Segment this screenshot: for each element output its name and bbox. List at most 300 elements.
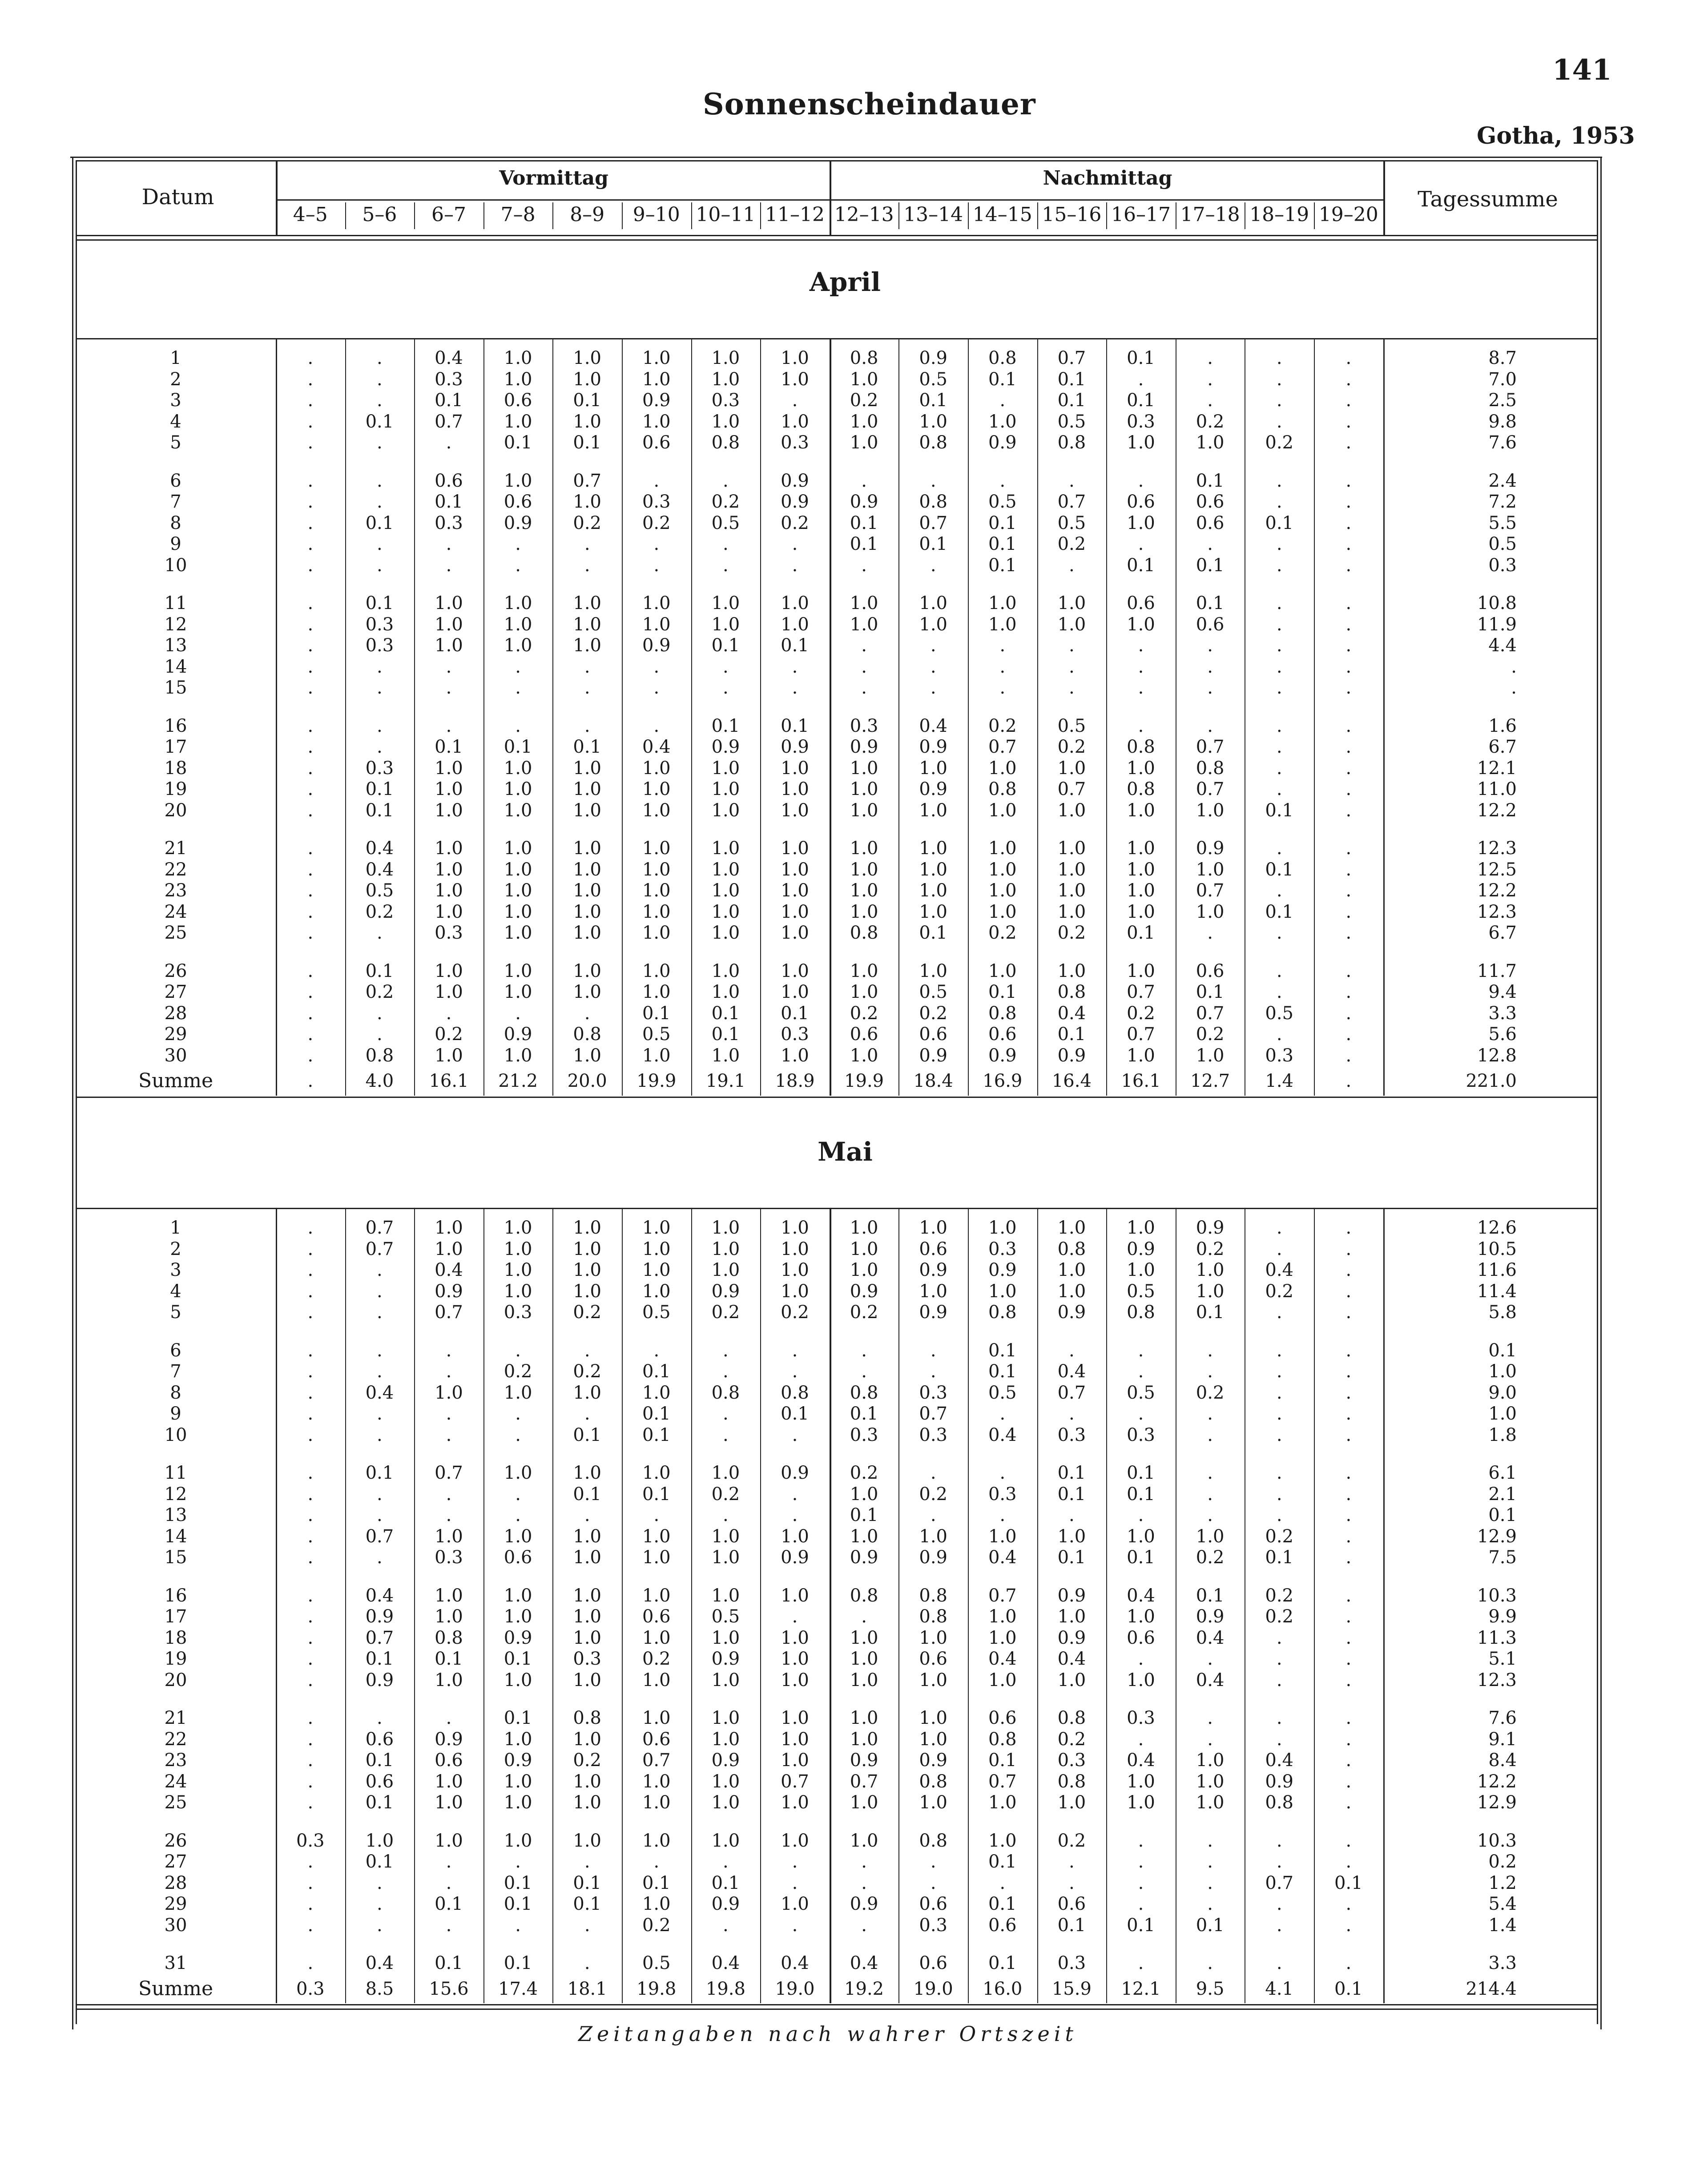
hour-value: .: [377, 348, 383, 368]
hour-value: 1.0: [988, 614, 1017, 635]
summe-value: 12.1: [1121, 1978, 1161, 1999]
hour-value: .: [792, 1872, 798, 1893]
hour-value: 1.0: [781, 348, 809, 368]
hour-value: 0.8: [988, 1302, 1017, 1323]
day-total: 8.4: [1488, 1750, 1517, 1771]
hour-value: 1.0: [850, 369, 878, 390]
hour-value: 0.4: [850, 1953, 878, 1973]
hour-value: 0.8: [850, 348, 878, 368]
hour-value: 1.0: [781, 593, 809, 613]
hour-value: 0.1: [1127, 555, 1155, 576]
day-total: 5.8: [1488, 1302, 1517, 1323]
hour-value: .: [653, 715, 660, 736]
summe-value: 0.3: [296, 1978, 325, 1999]
hour-value: .: [1207, 1340, 1213, 1361]
hour-value: .: [1345, 1424, 1352, 1445]
hour-value: 0.3: [1127, 1708, 1155, 1728]
hour-value: .: [861, 555, 867, 576]
day-total: 12.2: [1477, 1771, 1517, 1792]
hour-value: .: [307, 1547, 314, 1568]
hour-value: 0.1: [365, 512, 394, 533]
hour-value: .: [307, 880, 314, 901]
hour-value: 1.0: [781, 880, 809, 901]
hour-value: 0.1: [435, 1649, 463, 1669]
hour-value: 0.2: [504, 1361, 532, 1382]
hour-value: 0.1: [988, 1953, 1017, 1973]
hour-value: .: [1276, 656, 1282, 677]
day-total: 0.1: [1488, 1505, 1517, 1525]
hour-value: 1.0: [573, 800, 601, 821]
day-number: 7: [170, 1361, 181, 1382]
hour-value: 0.1: [435, 1894, 463, 1914]
summe-value: 20.0: [567, 1071, 607, 1091]
hour-value: .: [515, 656, 521, 677]
hour-value: .: [307, 737, 314, 757]
hour-value: 0.4: [365, 1953, 394, 1973]
hour-value: .: [377, 470, 383, 491]
hour-value: .: [1207, 1851, 1213, 1872]
hour-value: 1.0: [573, 1670, 601, 1690]
hour-value: 0.2: [1265, 1526, 1293, 1547]
hour-value: 1.0: [711, 1771, 740, 1792]
hour-value: 0.9: [1057, 1585, 1086, 1606]
hour-value: 0.1: [1196, 982, 1225, 1002]
hour-value: .: [1276, 411, 1282, 432]
day-total: 12.9: [1477, 1792, 1517, 1813]
hour-value: .: [999, 1505, 1006, 1525]
hour-value: 1.0: [711, 901, 740, 922]
hour-value: 0.8: [988, 348, 1017, 368]
hour-value: 0.2: [1196, 1238, 1225, 1259]
hour-value: 0.6: [642, 1729, 671, 1750]
hour-value: 0.1: [504, 1708, 532, 1728]
hour-value: 0.1: [504, 1649, 532, 1669]
hour-value: 1.0: [1127, 1670, 1155, 1690]
header-rule: [76, 235, 1597, 236]
hour-value: 0.7: [365, 1218, 394, 1238]
hour-value: 0.1: [1265, 512, 1293, 533]
hour-value: 0.2: [1196, 1547, 1225, 1568]
hour-value: 1.0: [988, 1606, 1017, 1627]
hour-value: .: [1276, 1484, 1282, 1505]
hour-value: 1.0: [1057, 1670, 1086, 1690]
hour-value: 0.8: [850, 923, 878, 943]
hour-value: 0.4: [1057, 1649, 1086, 1669]
hour-value: 0.2: [1196, 1024, 1225, 1045]
month-title: April: [809, 267, 881, 297]
hour-value: 0.1: [573, 1484, 601, 1505]
hour-value: 0.2: [1196, 1382, 1225, 1403]
hour-value: 1.0: [850, 982, 878, 1002]
hour-value: 1.0: [435, 1585, 463, 1606]
hour-value: 1.0: [919, 1792, 947, 1813]
hour-value: .: [307, 1382, 314, 1403]
hour-value: 1.0: [573, 1218, 601, 1238]
hour-value: .: [792, 1340, 798, 1361]
hour-value: 1.0: [504, 779, 532, 799]
hour-value: .: [307, 859, 314, 880]
hour-value: 0.7: [1127, 1024, 1155, 1045]
hour-value: .: [584, 555, 590, 576]
hour-label: 19–20: [1318, 203, 1378, 226]
hour-value: .: [1207, 1505, 1213, 1525]
hour-value: 0.7: [919, 512, 947, 533]
hour-value: 0.1: [365, 779, 394, 799]
hour-value: .: [307, 1340, 314, 1361]
hour-value: 0.9: [988, 1260, 1017, 1280]
hour-value: 1.0: [573, 1281, 601, 1302]
hour-value: 0.3: [435, 512, 463, 533]
frame-top-outer: [70, 157, 1602, 158]
hour-value: 0.3: [1127, 1424, 1155, 1445]
hour-value: .: [377, 432, 383, 453]
hour-value: 1.0: [504, 1585, 532, 1606]
hour-value: .: [307, 1361, 314, 1382]
hour-value: 0.7: [642, 1750, 671, 1771]
frame-right-outer: [1600, 157, 1602, 2029]
hour-value: .: [1276, 1238, 1282, 1259]
hour-value: .: [1276, 737, 1282, 757]
day-number: 18: [164, 758, 187, 778]
hour-value: 0.1: [1265, 1547, 1293, 1568]
hour-value: .: [446, 1003, 452, 1024]
hour-value: .: [1138, 470, 1144, 491]
summe-value: .: [307, 1071, 314, 1091]
vormittag-header: Vormittag: [499, 167, 608, 190]
hour-value: .: [1276, 678, 1282, 698]
hour-value: 0.9: [850, 737, 878, 757]
hour-value: 0.3: [296, 1830, 325, 1851]
hour-value: 1.0: [504, 1238, 532, 1259]
hour-value: .: [792, 1851, 798, 1872]
hour-value: 1.0: [504, 1771, 532, 1792]
hour-value: 1.0: [504, 758, 532, 778]
hour-label: 4–5: [293, 203, 328, 226]
hour-value: 1.0: [711, 1547, 740, 1568]
hour-value: 1.0: [573, 369, 601, 390]
hour-value: 0.5: [365, 880, 394, 901]
hour-value: .: [377, 737, 383, 757]
hour-value: 1.0: [850, 1792, 878, 1813]
hour-value: .: [1069, 678, 1075, 698]
hour-value: 0.6: [1196, 512, 1225, 533]
hour-value: 1.0: [781, 838, 809, 859]
hour-value: 0.1: [504, 1894, 532, 1914]
hour-value: .: [307, 656, 314, 677]
day-total: 9.1: [1488, 1729, 1517, 1750]
hour-value: .: [1345, 982, 1352, 1002]
hour-value: 1.0: [1127, 1045, 1155, 1066]
hour-value: 0.7: [1196, 880, 1225, 901]
hour-value: 1.0: [435, 614, 463, 635]
hour-value: 1.0: [850, 838, 878, 859]
hour-value: 1.0: [642, 411, 671, 432]
hour-value: .: [307, 1792, 314, 1813]
hour-value: 1.0: [1057, 1260, 1086, 1280]
mai-end-rule: [76, 2004, 1597, 2005]
hour-value: 0.8: [1057, 1238, 1086, 1259]
hour-tick: [691, 202, 692, 229]
hour-value: .: [1345, 737, 1352, 757]
hour-value: 1.0: [850, 1484, 878, 1505]
hour-value: 0.7: [1127, 982, 1155, 1002]
hour-value: 1.0: [711, 758, 740, 778]
hour-value: 1.0: [1057, 1606, 1086, 1627]
hour-value: 1.0: [642, 1281, 671, 1302]
hour-tick: [483, 202, 484, 229]
hour-value: 1.0: [1196, 1260, 1225, 1280]
hour-value: 0.1: [1127, 923, 1155, 943]
hour-value: 0.8: [711, 432, 740, 453]
hour-value: 0.5: [988, 1382, 1017, 1403]
day-number: 29: [164, 1024, 187, 1045]
hour-value: 0.8: [1127, 737, 1155, 757]
hour-value: .: [930, 1505, 936, 1525]
hour-value: .: [792, 390, 798, 411]
hour-value: 0.4: [919, 715, 947, 736]
hour-value: 0.5: [642, 1024, 671, 1045]
hour-value: 0.4: [1196, 1627, 1225, 1648]
hour-value: .: [792, 534, 798, 554]
hour-value: 0.4: [988, 1547, 1017, 1568]
day-number: 30: [164, 1915, 187, 1936]
hour-value: 1.0: [573, 859, 601, 880]
hour-value: 1.0: [781, 779, 809, 799]
hour-value: .: [1276, 1915, 1282, 1936]
hour-value: 1.0: [850, 1045, 878, 1066]
hour-value: 0.3: [919, 1382, 947, 1403]
hour-value: 1.0: [850, 1670, 878, 1690]
hour-value: 1.0: [573, 1547, 601, 1568]
hour-value: .: [1069, 1340, 1075, 1361]
hour-value: 0.8: [1057, 432, 1086, 453]
hour-value: 0.1: [1057, 390, 1086, 411]
hour-value: 0.6: [919, 1953, 947, 1973]
hour-value: .: [792, 1424, 798, 1445]
hour-value: .: [1207, 1361, 1213, 1382]
hour-value: 0.1: [435, 1953, 463, 1973]
hour-value: .: [723, 1340, 729, 1361]
hour-value: 0.1: [573, 1872, 601, 1893]
hour-value: 0.6: [1127, 492, 1155, 512]
hour-value: .: [861, 1361, 867, 1382]
hour-value: 0.1: [1057, 1484, 1086, 1505]
hour-value: .: [377, 492, 383, 512]
hour-value: .: [930, 1340, 936, 1361]
hour-value: 0.1: [365, 800, 394, 821]
hour-value: 0.6: [504, 492, 532, 512]
hour-value: 1.0: [504, 1218, 532, 1238]
hour-value: .: [1345, 901, 1352, 922]
hour-value: 1.0: [781, 901, 809, 922]
hour-value: .: [1138, 1851, 1144, 1872]
hour-value: 0.1: [781, 635, 809, 656]
hour-value: 1.0: [435, 1670, 463, 1690]
hour-value: .: [446, 1361, 452, 1382]
hour-value: .: [930, 1463, 936, 1483]
hour-value: 0.1: [1057, 369, 1086, 390]
hour-value: .: [1276, 1894, 1282, 1914]
hour-value: 1.0: [1057, 800, 1086, 821]
hour-value: 0.9: [919, 1302, 947, 1323]
hour-value: 1.0: [435, 593, 463, 613]
day-total: .: [1511, 678, 1517, 698]
hour-value: 1.0: [850, 1627, 878, 1648]
day-total: 5.4: [1488, 1894, 1517, 1914]
hour-value: 0.1: [573, 432, 601, 453]
day-total: 3.3: [1488, 1003, 1517, 1024]
hour-value: .: [515, 555, 521, 576]
hour-value: 1.0: [642, 1547, 671, 1568]
hour-value: 1.0: [850, 432, 878, 453]
hour-value: 0.1: [1057, 1024, 1086, 1045]
hour-value: 0.7: [1196, 1003, 1225, 1024]
day-number: 6: [170, 1340, 181, 1361]
hour-value: 1.0: [781, 758, 809, 778]
hour-value: 1.0: [435, 901, 463, 922]
hour-value: 0.1: [1334, 1872, 1363, 1893]
hour-value: 1.0: [1057, 593, 1086, 613]
hour-value: .: [1345, 411, 1352, 432]
hour-value: 0.2: [1057, 923, 1086, 943]
hour-value: 0.5: [642, 1302, 671, 1323]
day-number: 3: [170, 1260, 181, 1280]
day-number: 18: [164, 1627, 187, 1648]
hour-value: 0.4: [1127, 1750, 1155, 1771]
hour-value: 1.0: [642, 1771, 671, 1792]
hour-value: 1.0: [781, 1238, 809, 1259]
hour-value: 1.0: [1196, 1045, 1225, 1066]
hour-value: .: [999, 1404, 1006, 1424]
hour-value: 1.0: [435, 838, 463, 859]
hour-value: .: [1345, 1302, 1352, 1323]
hour-value: 0.6: [919, 1894, 947, 1914]
hour-value: .: [1345, 555, 1352, 576]
hour-value: .: [377, 678, 383, 698]
hour-value: 0.7: [365, 1238, 394, 1259]
hour-value: .: [307, 1627, 314, 1648]
hour-value: 1.0: [711, 614, 740, 635]
day-number: 4: [170, 1281, 181, 1302]
hour-value: .: [1345, 492, 1352, 512]
hour-value: 1.0: [504, 1045, 532, 1066]
day-number: 12: [164, 1484, 187, 1505]
day-total: 1.0: [1488, 1404, 1517, 1424]
hour-value: 0.1: [504, 1953, 532, 1973]
hour-value: .: [1345, 1547, 1352, 1568]
hour-value: .: [653, 678, 660, 698]
hour-value: .: [930, 656, 936, 677]
hour-value: 0.1: [435, 492, 463, 512]
hour-value: .: [446, 715, 452, 736]
hour-value: 1.0: [573, 923, 601, 943]
hour-value: .: [1276, 1340, 1282, 1361]
hour-value: 1.0: [573, 492, 601, 512]
hour-value: 1.0: [850, 1526, 878, 1547]
hour-value: .: [307, 1045, 314, 1066]
hour-value: 1.0: [504, 593, 532, 613]
hour-value: 1.0: [504, 1382, 532, 1403]
hour-value: 0.8: [850, 1585, 878, 1606]
hour-value: 0.2: [1196, 411, 1225, 432]
hour-value: .: [1276, 1627, 1282, 1648]
hour-value: 1.0: [1196, 901, 1225, 922]
hour-value: .: [307, 923, 314, 943]
hour-value: 1.0: [573, 1526, 601, 1547]
hour-value: .: [1345, 678, 1352, 698]
day-number: 15: [164, 1547, 187, 1568]
hour-value: .: [930, 470, 936, 491]
hour-value: 1.0: [850, 411, 878, 432]
hour-value: .: [1345, 1953, 1352, 1973]
hour-value: .: [653, 1340, 660, 1361]
hour-value: 1.0: [573, 960, 601, 981]
hour-value: 0.1: [642, 1484, 671, 1505]
hour-value: .: [377, 369, 383, 390]
hour-value: 0.2: [1265, 432, 1293, 453]
hour-value: 1.0: [504, 1792, 532, 1813]
hour-value: .: [1276, 534, 1282, 554]
hour-value: .: [1276, 960, 1282, 981]
hour-value: .: [1345, 859, 1352, 880]
hour-value: 0.4: [1265, 1750, 1293, 1771]
hour-label: 5–6: [362, 203, 397, 226]
hour-value: .: [1276, 982, 1282, 1002]
hour-value: 1.0: [642, 758, 671, 778]
hour-value: .: [307, 534, 314, 554]
hour-value: 0.1: [365, 593, 394, 613]
header-rule-2: [76, 239, 1597, 241]
hour-value: 1.0: [919, 1627, 947, 1648]
hour-value: 0.1: [919, 390, 947, 411]
hour-tick: [898, 202, 899, 229]
hour-value: 1.0: [504, 369, 532, 390]
month-title: Mai: [818, 1137, 873, 1167]
hour-value: .: [446, 1484, 452, 1505]
hour-value: 1.0: [435, 880, 463, 901]
day-number: 11: [164, 1463, 187, 1483]
day-total: 9.4: [1488, 982, 1517, 1002]
hour-value: .: [307, 492, 314, 512]
hour-value: .: [1138, 635, 1144, 656]
hour-value: .: [1276, 1851, 1282, 1872]
hour-value: 1.0: [711, 1526, 740, 1547]
hour-value: .: [307, 1238, 314, 1259]
hour-value: 0.5: [1127, 1281, 1155, 1302]
hour-value: .: [999, 656, 1006, 677]
hour-value: 0.1: [1196, 1302, 1225, 1323]
location-year: Gotha, 1953: [1477, 122, 1635, 149]
summe-value: 15.9: [1051, 1978, 1092, 1999]
hour-value: .: [1345, 1484, 1352, 1505]
day-total: 6.1: [1488, 1463, 1517, 1483]
hour-value: .: [307, 1585, 314, 1606]
hour-value: 1.0: [711, 800, 740, 821]
hour-value: .: [446, 1404, 452, 1424]
day-total: 0.2: [1488, 1851, 1517, 1872]
hour-value: .: [446, 1424, 452, 1445]
hour-value: 0.2: [850, 1463, 878, 1483]
hour-value: 1.0: [711, 1708, 740, 1728]
hour-value: 1.0: [1057, 1526, 1086, 1547]
day-total: 0.1: [1488, 1340, 1517, 1361]
hour-value: 0.6: [1196, 960, 1225, 981]
hour-value: 1.0: [711, 593, 740, 613]
hour-value: 1.0: [1057, 960, 1086, 981]
hour-value: 1.0: [850, 758, 878, 778]
hour-value: .: [792, 1361, 798, 1382]
hour-value: 1.0: [988, 880, 1017, 901]
